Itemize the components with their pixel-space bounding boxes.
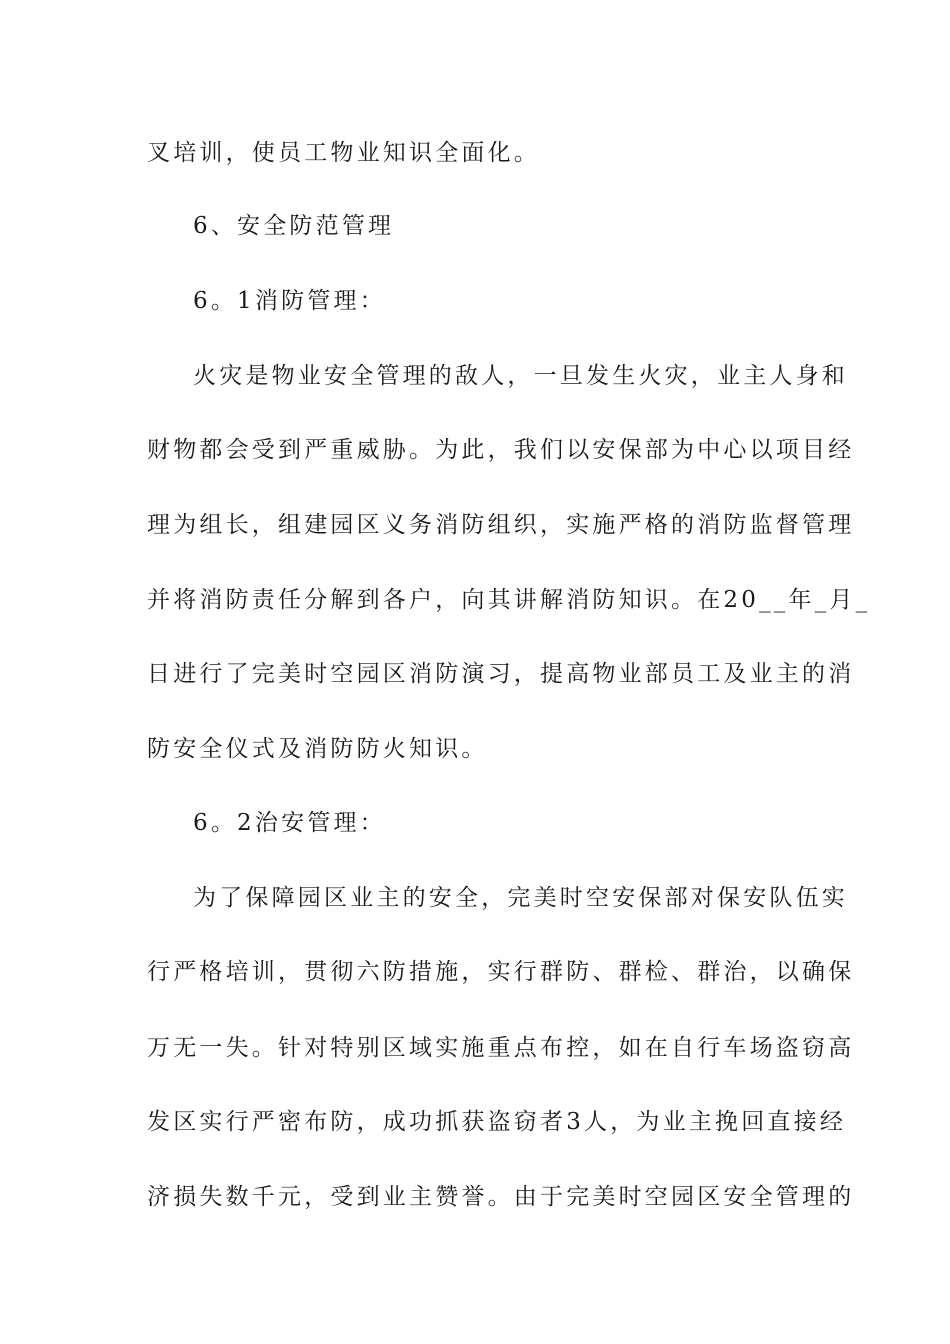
paragraph-line: 火灾是物业安全管理的敌人，一旦发生火灾，业主人身和 — [193, 363, 848, 389]
paragraph-line: 发区实行严密布防，成功抓获盗窃者3人，为业主挽回直接经 — [147, 1109, 847, 1135]
paragraph-line: 理为组长，组建园区义务消防组织，实施严格的消防监督管理 — [147, 512, 855, 538]
paragraph-line: 防安全仪式及消防防火知识。 — [147, 736, 488, 762]
paragraph-line: 为了保障园区业主的安全，完美时空安保部对保安队伍实 — [193, 885, 848, 911]
subsection-heading: 6。2治安管理： — [193, 810, 386, 836]
paragraph-line: 叉培训，使员工物业知识全面化。 — [147, 140, 540, 166]
paragraph-line: 财物都会受到严重威胁。为此，我们以安保部为中心以项目经 — [147, 437, 855, 463]
paragraph-line: 行严格培训，贯彻六防措施，实行群防、群检、群治，以确保 — [147, 959, 855, 985]
paragraph-line: 日进行了完美时空园区消防演习，提高物业部员工及业主的消 — [147, 661, 855, 687]
subsection-heading: 6。1消防管理： — [193, 288, 386, 314]
paragraph-line: 并将消防责任分解到各户，向其讲解消防知识。在20__年_月_ — [147, 587, 871, 613]
paragraph-line: 万无一失。针对特别区域实施重点布控，如在自行车场盗窃高 — [147, 1035, 855, 1061]
section-heading: 6、安全防范管理 — [193, 213, 395, 239]
paragraph-line: 济损失数千元，受到业主赞誉。由于完美时空园区安全管理的 — [147, 1184, 855, 1210]
